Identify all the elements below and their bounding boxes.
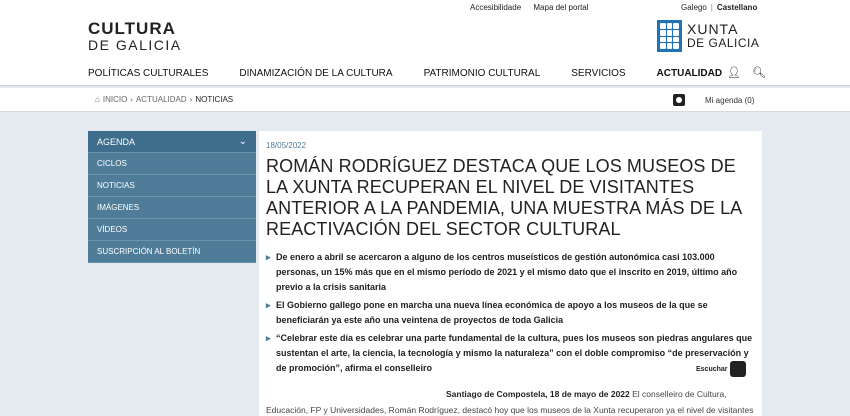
listen-button[interactable] xyxy=(696,361,746,377)
article-dateline: Santiago de Compostela, 18 de mayo de 2022 xyxy=(446,389,630,399)
lang-galego[interactable]: Galego xyxy=(681,3,707,12)
nav-icons xyxy=(727,66,766,79)
bullet-arrow-icon: ▸ xyxy=(266,252,271,262)
listen-label: Escuchar xyxy=(696,365,728,373)
breadcrumb: ⌂ INICIO › ACTUALIDAD › NOTICIAS xyxy=(95,95,234,104)
logo-line2: DE GALICIA xyxy=(88,37,182,53)
lang-castellano[interactable]: Castellano xyxy=(716,3,758,12)
cultura-logo[interactable] xyxy=(88,20,182,53)
highlight-text: De enero a abril se acercaron a alguno de los centros museísticos de gestión autonómica casi 103.000 personas, un 15% más que en el mismo período de 2021 y el mismo dato que el inscrito en 2019, último año previo a la crisis sanitaria xyxy=(276,252,738,292)
sidebar-item-imagenes[interactable]: IMÁGENES xyxy=(88,197,256,219)
article-highlights xyxy=(266,250,754,376)
speaker-icon xyxy=(730,361,746,377)
bullet-arrow-icon: ▸ xyxy=(266,333,271,343)
nav-dinamizacion[interactable]: DINAMIZACIÓN DE LA CULTURA xyxy=(239,68,393,79)
xunta-shield-icon xyxy=(657,20,682,52)
article-date: 18/05/2022 xyxy=(266,141,307,150)
user-icon[interactable]: 👤︎ xyxy=(727,67,741,79)
breadcrumb-bar xyxy=(0,88,850,112)
main-nav xyxy=(88,68,753,79)
breadcrumb-home[interactable]: INICIO xyxy=(102,95,128,104)
bullet-arrow-icon: ▸ xyxy=(266,300,271,310)
highlight-item xyxy=(266,298,754,328)
sidebar-header-agenda[interactable] xyxy=(88,131,256,153)
xunta-line1: XUNTA xyxy=(687,21,739,37)
my-agenda-link[interactable] xyxy=(673,94,754,106)
top-links xyxy=(470,3,599,12)
breadcrumb-current: NOTICIAS xyxy=(195,95,234,104)
nav-actualidad[interactable]: ACTUALIDAD xyxy=(656,68,723,79)
my-agenda-label: Mi agenda (0) xyxy=(705,95,755,105)
nav-patrimonio[interactable]: PATRIMONIO CULTURAL xyxy=(423,68,541,79)
site-header xyxy=(0,0,850,86)
chevron-down-icon: ⌄ xyxy=(238,136,247,147)
highlight-text: “Celebrar este día es celebrar una parte fundamental de la cultura, pues los museos son piedras angulares que sustentan el arte, la ciencia, la tecnología y mismo la naturaleza” con el doble compromiso “de preservación y de promoción”, afirma el conselleiro xyxy=(276,333,753,373)
article-title: ROMÁN RODRÍGUEZ DESTACA QUE LOS MUSEOS DE LA XUNTA RECUPERAN EL NIVEL DE VISITANTES ANTERIOR A LA PANDEMIA, UNA MUESTRA MÁS DE LA REACTIVACIÓN DEL SECTOR CULTURAL xyxy=(266,156,742,239)
xunta-logo[interactable] xyxy=(657,20,759,52)
sidebar-item-ciclos[interactable]: CICLOS xyxy=(88,153,256,175)
logo-line1: CULTURA xyxy=(88,19,176,38)
sidebar-menu xyxy=(88,131,256,263)
article-body xyxy=(266,386,756,416)
accessibility-link[interactable]: Accesibilidade xyxy=(470,3,522,12)
sitemap-link[interactable]: Mapa del portal xyxy=(533,3,589,12)
sidebar-item-videos[interactable]: VÍDEOS xyxy=(88,219,256,241)
xunta-line2: DE GALICIA xyxy=(687,36,760,50)
article-body-text: El conselleiro de Cultura, Educación, FP y Universidades, Román Rodríguez, destacó hoy que los museos de la Xunta recuperaron ya el nivel de visitantes xyxy=(266,389,754,415)
news-article xyxy=(259,131,762,416)
home-icon[interactable]: ⌂ xyxy=(95,95,100,104)
highlight-item xyxy=(266,331,754,376)
search-icon[interactable]: 🔍︎ xyxy=(751,67,766,79)
highlight-item xyxy=(266,250,754,295)
nav-servicios[interactable]: SERVICIOS xyxy=(571,68,626,79)
nav-politicas[interactable]: POLÍTICAS CULTURALES xyxy=(88,68,209,79)
highlight-text: El Gobierno gallego pone en marcha una nueva línea económica de apoyo a los museos de la que se beneficiarán ya este año una veintena de proyectos de toda Galicia xyxy=(276,300,708,325)
sidebar-item-suscripcion[interactable]: SUSCRIPCIÓN AL BOLETÍN xyxy=(88,241,256,263)
agenda-book-icon xyxy=(673,94,685,106)
language-switcher: Galego | Castellano xyxy=(681,3,758,12)
sidebar-item-noticias[interactable]: NOTICIAS xyxy=(88,175,256,197)
breadcrumb-section[interactable]: ACTUALIDAD xyxy=(135,95,187,104)
sidebar-header-label: AGENDA xyxy=(97,136,136,147)
